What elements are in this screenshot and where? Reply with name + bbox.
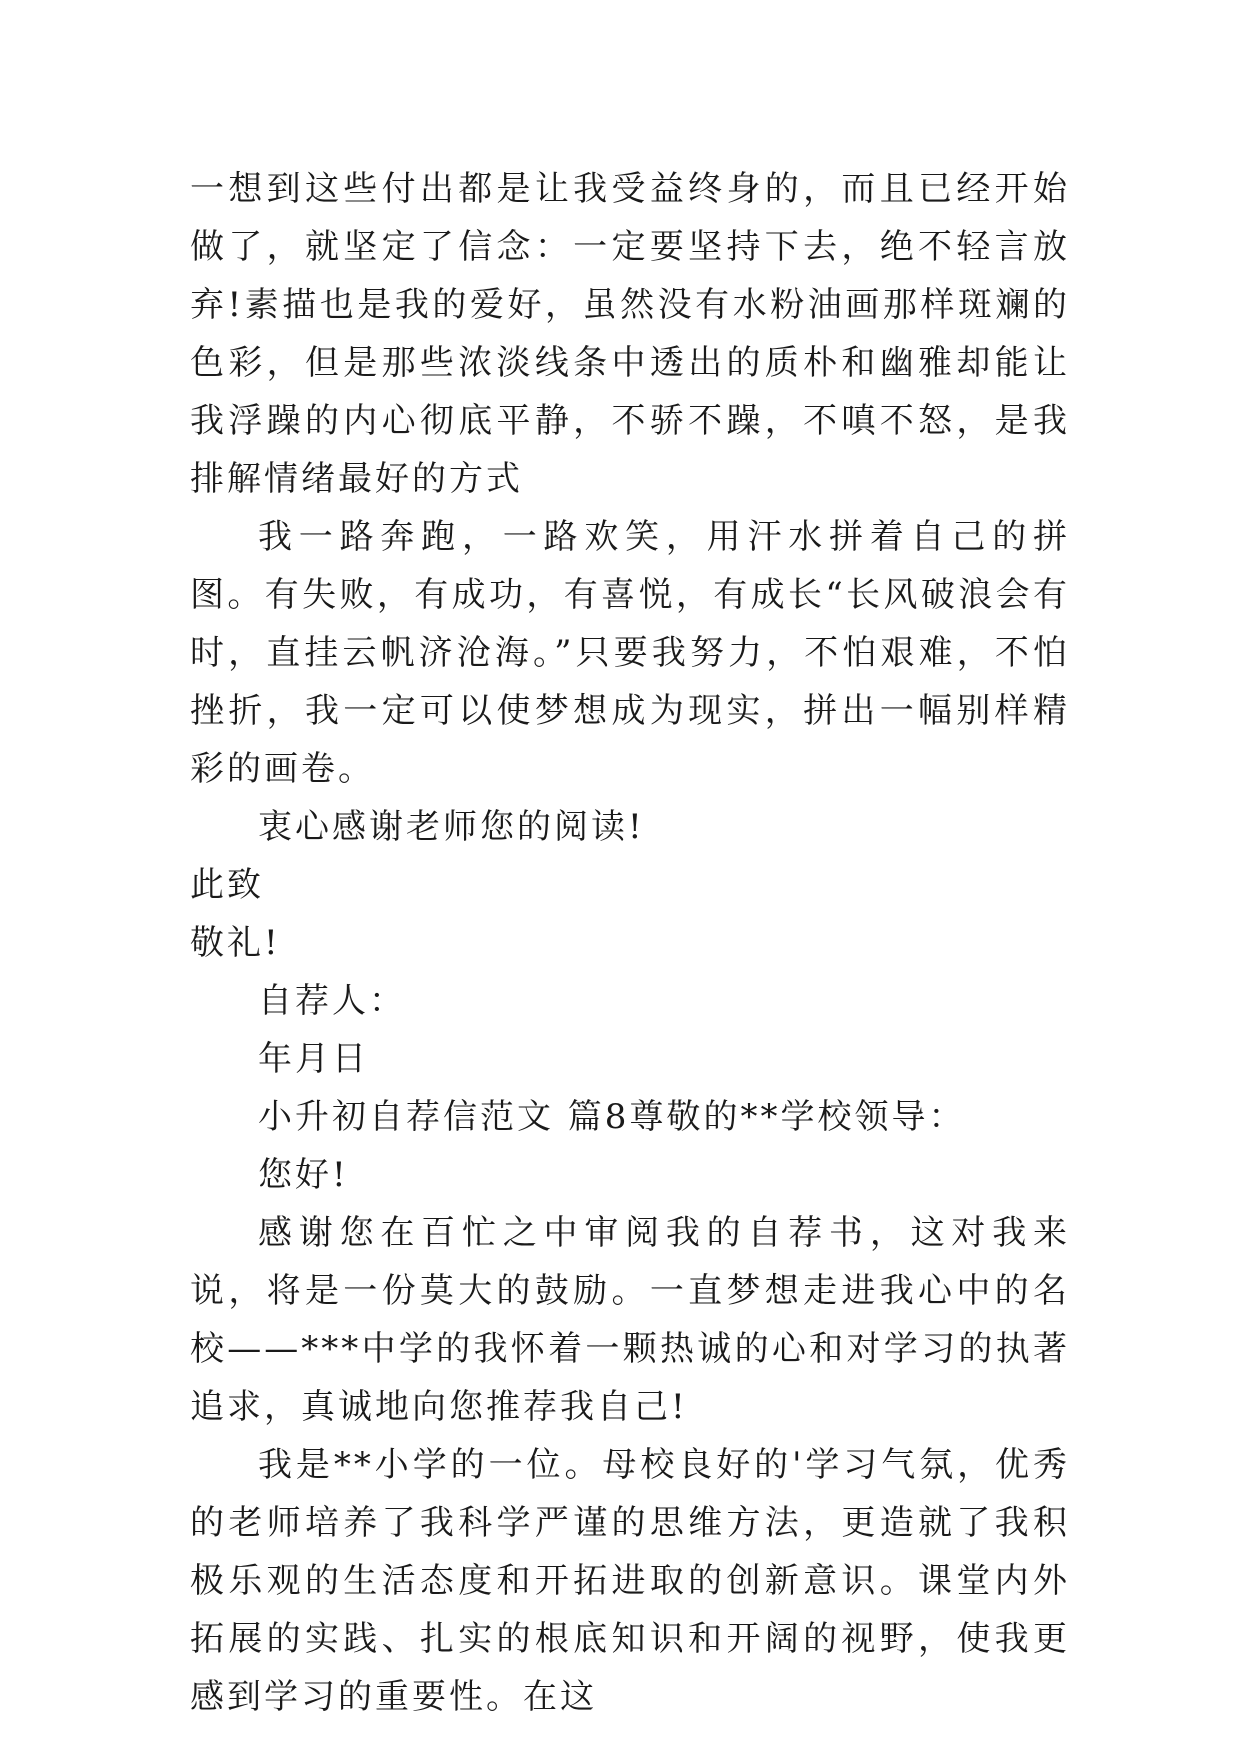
section-heading: 小升初自荐信范文 篇8尊敬的**学校领导： <box>258 1097 966 1137</box>
paragraph-introduction: 感谢您在百忙之中审阅我的自荐书，这对我来说，将是一份莫大的鼓励。一直梦想走进我心中的名校——***中学的我怀着一颗热诚的心和对学习的执著追求，真诚地向您推荐我自己! <box>190 1213 1070 1427</box>
paragraph-dream-effort: 我一路奔跑，一路欢笑，用汗水拼着自己的拼图。有失败，有成功，有喜悦，有成长“长风破浪会有时，直挂云帆济沧海。”只要我努力，不怕艰难，不怕挫折，我一定可以使梦想成为现实，拼出一幅别样精彩的画卷。 <box>190 517 1070 789</box>
closing-salutation: 此致 <box>190 865 264 905</box>
signature-label: 自荐人： <box>258 981 406 1021</box>
paragraph-continuation: 一想到这些付出都是让我受益终身的，而且已经开始做了，就坚定了信念：一定要坚持下去，绝不轻言放弃!素描也是我的爱好，虽然没有水粉油画那样斑斓的色彩，但是那些浓淡线条中透出的质朴和幽雅却能让我浮躁的内心彻底平静，不骄不躁，不嗔不怒，是我排解情绪最好的方式 <box>190 169 1070 499</box>
date-line: 年月日 <box>258 1039 369 1079</box>
paragraph-thanks: 衷心感谢老师您的阅读! <box>258 807 645 847</box>
document-body <box>190 160 1070 1726</box>
paragraph-school-background: 我是**小学的一位。母校良好的'学习气氛，优秀的老师培养了我科学严谨的思维方法，更造就了我积极乐观的生活态度和开拓进取的创新意识。课堂内外拓展的实践、扎实的根底知识和开阔的视野，使我更感到学习的重要性。在这 <box>190 1445 1070 1717</box>
closing-respect: 敬礼! <box>190 923 281 963</box>
greeting: 您好! <box>258 1155 349 1195</box>
